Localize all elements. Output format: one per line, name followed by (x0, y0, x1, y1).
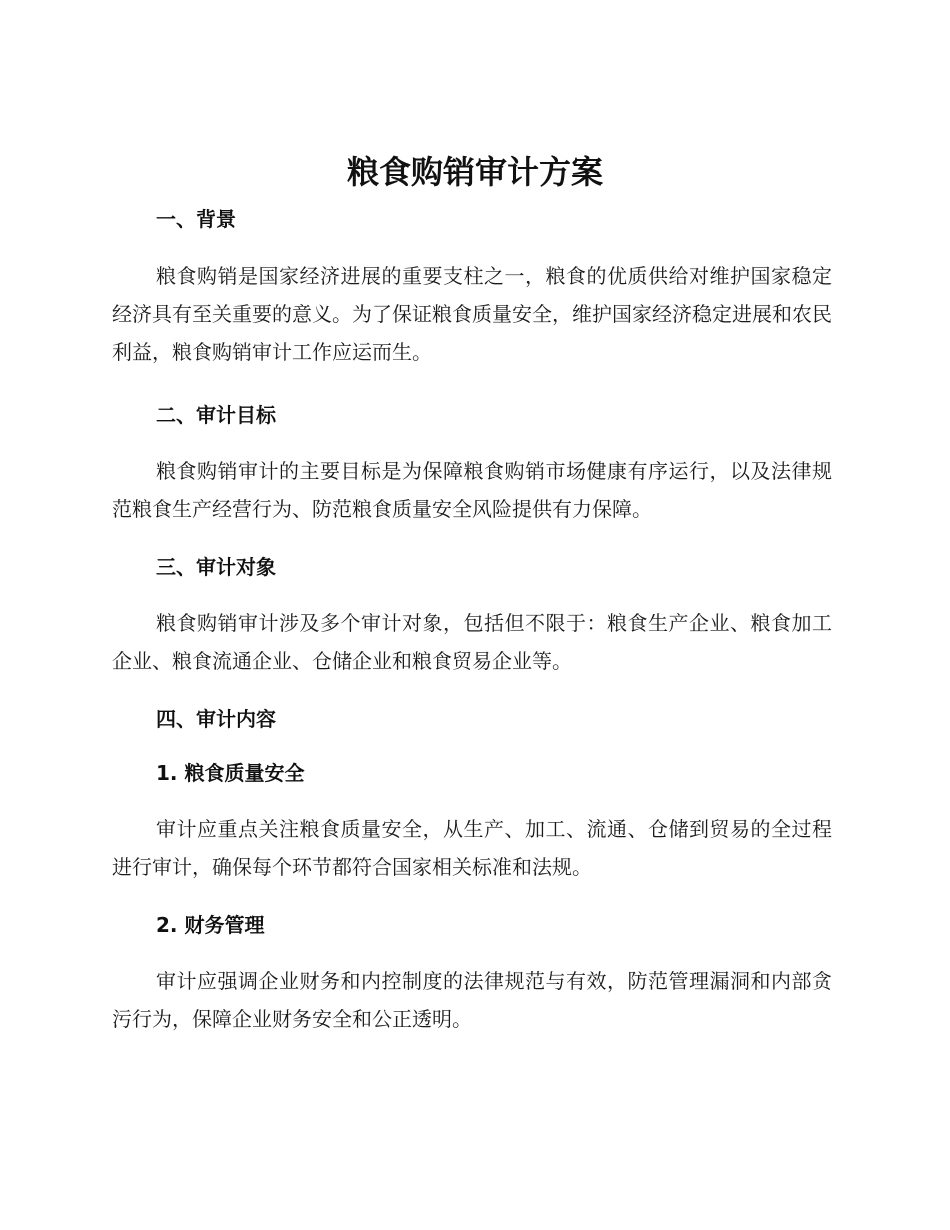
section-heading-audit-content: 四、审计内容 (156, 707, 276, 731)
section-heading-audit-objects: 三、审计对象 (156, 555, 276, 579)
section-paragraph-background: 粮食购销是国家经济进展的重要支柱之一，粮食的优质供给对维护国家稳定经济具有至关重要的意义。为了保证粮食质量安全，维护国家经济稳定进展和农民利益，粮食购销审计工作应运而生。 (112, 264, 832, 364)
section-heading-background: 一、背景 (156, 207, 236, 231)
document-title: 粮食购销审计方案 (346, 153, 603, 191)
section-paragraph-audit-objects: 粮食购销审计涉及多个审计对象，包括但不限于：粮食生产企业、粮食加工企业、粮食流通企业、仓储企业和粮食贸易企业等。 (112, 611, 832, 673)
subsection-paragraph-financial-management: 审计应强调企业财务和内控制度的法律规范与有效，防范管理漏洞和内部贪污行为，保障企业财务安全和公正透明。 (112, 969, 832, 1031)
section-paragraph-audit-goals: 粮食购销审计的主要目标是为保障粮食购销市场健康有序运行，以及法律规范粮食生产经营行为、防范粮食质量安全风险提供有力保障。 (112, 459, 832, 521)
subsection-paragraph-grain-quality: 审计应重点关注粮食质量安全，从生产、加工、流通、仓储到贸易的全过程进行审计，确保每个环节都符合国家相关标准和法规。 (112, 817, 832, 879)
subsection-heading-grain-quality: 1. 粮食质量安全 (156, 761, 305, 785)
section-heading-audit-goals: 二、审计目标 (156, 403, 276, 427)
subsection-heading-financial-management: 2. 财务管理 (156, 913, 265, 937)
